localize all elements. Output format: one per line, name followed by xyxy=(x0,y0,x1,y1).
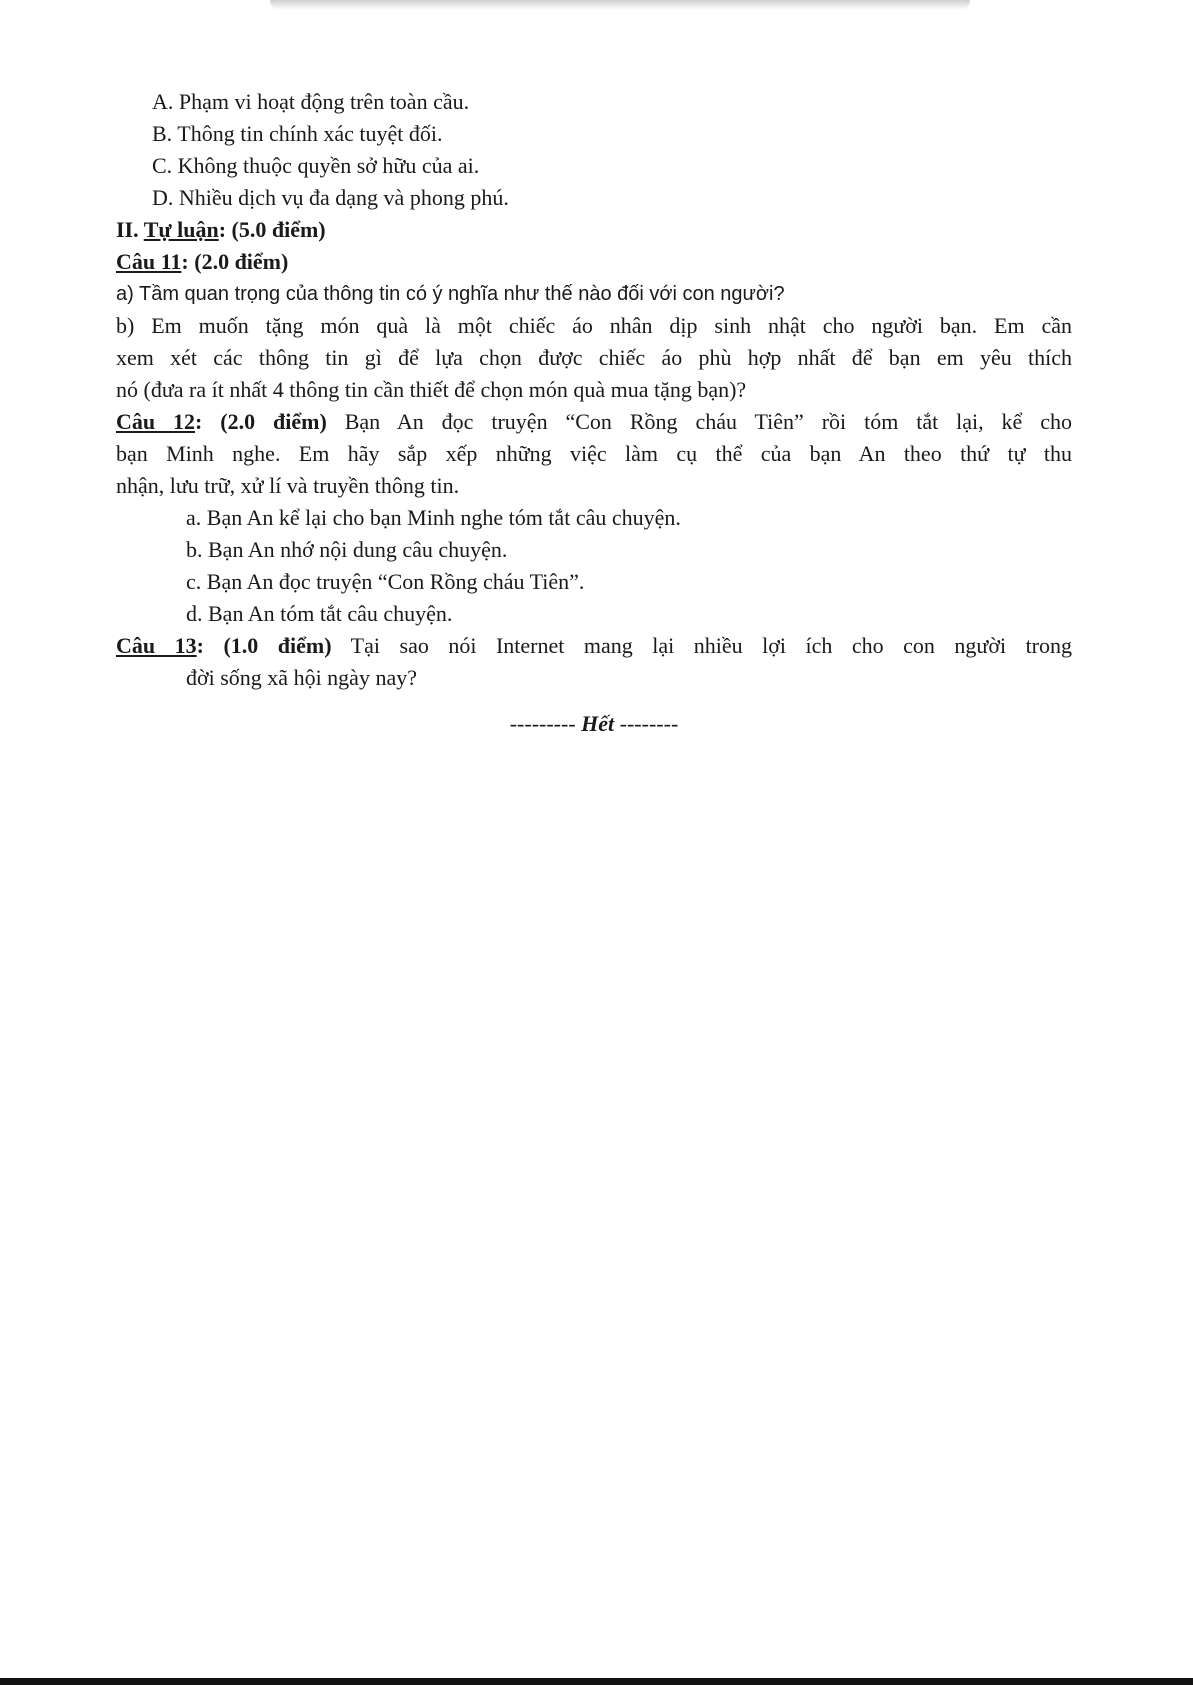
section-2-heading xyxy=(116,214,1072,246)
question-12-line-3: nhận, lưu trữ, xử lí và truyền thông tin. xyxy=(116,473,460,498)
end-marker xyxy=(116,708,1072,740)
end-dashes-left: --------- xyxy=(509,711,582,736)
question-13-line-1 xyxy=(116,630,1072,662)
question-11-part-b-line-2: xem xét các thông tin gì để lựa chọn được chiếc áo phù hợp nhất để bạn em yêu thích xyxy=(116,345,1072,370)
question-12-item-d: d. Bạn An tóm tắt câu chuyện. xyxy=(186,601,453,626)
scan-bottom-edge xyxy=(0,1678,1193,1685)
question-12-line-1 xyxy=(116,406,1072,438)
section-2-title: Tự luận xyxy=(143,217,219,242)
question-13-label: Câu 13 xyxy=(116,633,197,658)
question-12-points: : (2.0 điểm) xyxy=(195,409,327,434)
question-11-part-b-line-3: nó (đưa ra ít nhất 4 thông tin cần thiết để chọn món quà mua tặng bạn)? xyxy=(116,377,747,402)
option-c: C. Không thuộc quyền sở hữu của ai. xyxy=(152,153,480,178)
question-12-label: Câu 12 xyxy=(116,409,196,434)
question-12-item-a: a. Bạn An kể lại cho bạn Minh nghe tóm tắt câu chuyện. xyxy=(186,505,681,530)
question-12-text-1: Bạn An đọc truyện “Con Rồng cháu Tiên” rồi tóm tắt lại, kể cho xyxy=(326,409,1072,434)
question-11-heading xyxy=(116,246,1072,278)
section-2-prefix: II. xyxy=(116,217,144,242)
question-13-text-1: Tại sao nói Internet mang lại nhiều lợi ích cho con người trong xyxy=(331,633,1073,658)
question-12-item-c: c. Bạn An đọc truyện “Con Rồng cháu Tiên”. xyxy=(186,569,585,594)
question-13-points: : (1.0 điểm) xyxy=(196,633,332,658)
option-d: D. Nhiều dịch vụ đa dạng và phong phú. xyxy=(152,185,509,210)
question-11-part-b-line-1: b) Em muốn tặng món quà là một chiếc áo nhân dịp sinh nhật cho người bạn. Em cần xyxy=(116,313,1072,338)
end-dashes-right: -------- xyxy=(614,711,679,736)
question-13-line-2: đời sống xã hội ngày nay? xyxy=(186,665,417,690)
section-2-points: : (5.0 điểm) xyxy=(218,217,326,242)
end-word: Hết xyxy=(581,711,615,736)
question-11-part-a: a) Tầm quan trọng của thông tin có ý nghĩa như thế nào đối với con người? xyxy=(116,283,785,305)
question-11-points: : (2.0 điểm) xyxy=(181,249,289,274)
option-b: B. Thông tin chính xác tuyệt đối. xyxy=(152,121,443,146)
exam-content xyxy=(116,86,1072,740)
question-11-label: Câu 11 xyxy=(116,249,182,274)
question-12-line-2: bạn Minh nghe. Em hãy sắp xếp những việc làm cụ thể của bạn An theo thứ tự thu xyxy=(116,441,1072,466)
question-12-item-b: b. Bạn An nhớ nội dung câu chuyện. xyxy=(186,537,508,562)
scan-smudge xyxy=(270,0,970,10)
option-a: A. Phạm vi hoạt động trên toàn cầu. xyxy=(152,89,470,114)
